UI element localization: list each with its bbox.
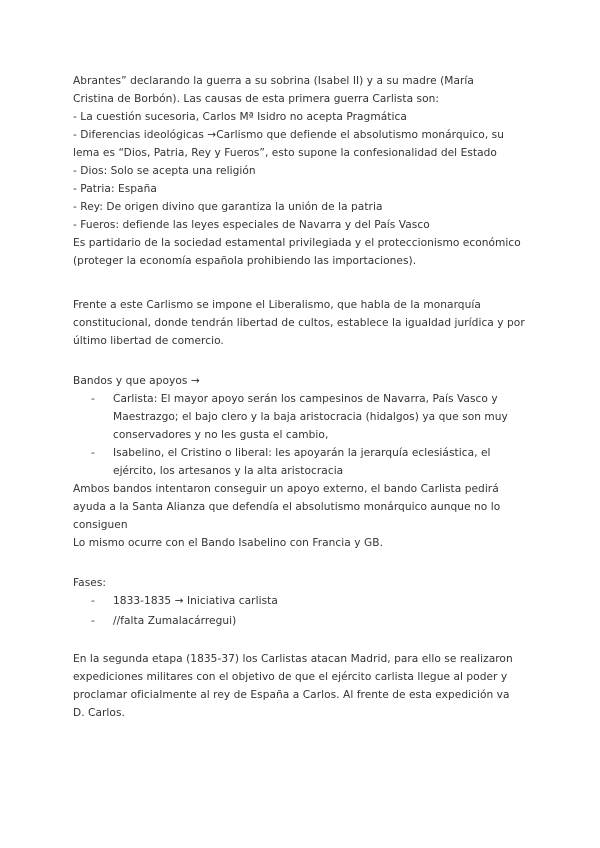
causes-paragraph — [73, 72, 553, 270]
text-line: Cristina de Borbón). Las causas de esta primera guerra Carlista son: — [73, 93, 440, 105]
text-line: constitucional, donde tendrán libertad de cultos, establece la igualdad jurídica y por — [73, 317, 525, 329]
text-line: - Dios: Solo se acepta una religión — [73, 165, 256, 177]
text-line: Lo mismo ocurre con el Bando Isabelino con Francia y GB. — [73, 537, 383, 549]
fases-section — [73, 574, 553, 632]
text-line: consiguen — [73, 519, 128, 531]
text-line: expediciones militares con el objetivo de que el ejército carlista llegue al poder y — [73, 671, 508, 683]
bullet-dash: - — [91, 447, 95, 459]
second-stage-paragraph — [73, 650, 553, 722]
text-line: Es partidario de la sociedad estamental privilegiada y el proteccionismo económico — [73, 237, 521, 249]
text-line: último libertad de comercio. — [73, 335, 224, 347]
bando-item-carlista — [73, 390, 553, 444]
bullet-dash: - — [91, 595, 95, 607]
bandos-heading: Bandos y que apoyos → — [73, 375, 200, 387]
text-line: D. Carlos. — [73, 707, 125, 719]
text-line: - Patria: España — [73, 183, 157, 195]
text-line: lema es “Dios, Patria, Rey y Fueros”, esto supone la confesionalidad del Estado — [73, 147, 497, 159]
text-line: (proteger la economía española prohibiendo las importaciones). — [73, 255, 417, 267]
text-line: - Fueros: defiende las leyes especiales de Navarra y del País Vasco — [73, 219, 430, 231]
bullet-dash: - — [91, 615, 95, 627]
text-line: - La cuestión sucesoria, Carlos Mª Isidro no acepta Pragmática — [73, 111, 407, 123]
text-line: Isabelino, el Cristino o liberal: les apoyarán la jerarquía eclesiástica, el — [113, 447, 491, 459]
fase-item — [73, 592, 553, 612]
text-line: - Rey: De origen divino que garantiza la unión de la patria — [73, 201, 383, 213]
text-line: conservadores y no les gusta el cambio, — [113, 429, 329, 441]
fases-heading: Fases: — [73, 577, 107, 589]
text-line: ejército, los artesanos y la alta aristocracia — [113, 465, 344, 477]
text-line: Abrantes” declarando la guerra a su sobrina (Isabel II) y a su madre (María — [73, 75, 474, 87]
bandos-section — [73, 372, 553, 552]
text-line: Frente a este Carlismo se impone el Liberalismo, que habla de la monarquía — [73, 299, 481, 311]
text-line: En la segunda etapa (1835-37) los Carlistas atacan Madrid, para ello se realizaron — [73, 653, 513, 665]
text-line: Ambos bandos intentaron conseguir un apoyo externo, el bando Carlista pedirá — [73, 483, 499, 495]
fase-text: 1833-1835 → Iniciativa carlista — [113, 595, 278, 607]
bullet-dash: - — [91, 393, 95, 405]
liberalism-paragraph — [73, 296, 553, 350]
text-line: Maestrazgo; el bajo clero y la baja aristocracia (hidalgos) ya que son muy — [113, 411, 508, 423]
bando-item-isabelino — [73, 444, 553, 480]
text-line: ayuda a la Santa Alianza que defendía el absolutismo monárquico aunque no lo — [73, 501, 501, 513]
text-line: - Diferencias ideológicas →Carlismo que defiende el absolutismo monárquico, su — [73, 129, 504, 141]
text-line: proclamar oficialmente al rey de España a Carlos. Al frente de esta expedición va — [73, 689, 510, 701]
fase-item — [73, 612, 553, 632]
fase-text: //falta Zumalacárregui) — [113, 615, 237, 627]
text-line: Carlista: El mayor apoyo serán los campesinos de Navarra, País Vasco y — [113, 393, 498, 405]
